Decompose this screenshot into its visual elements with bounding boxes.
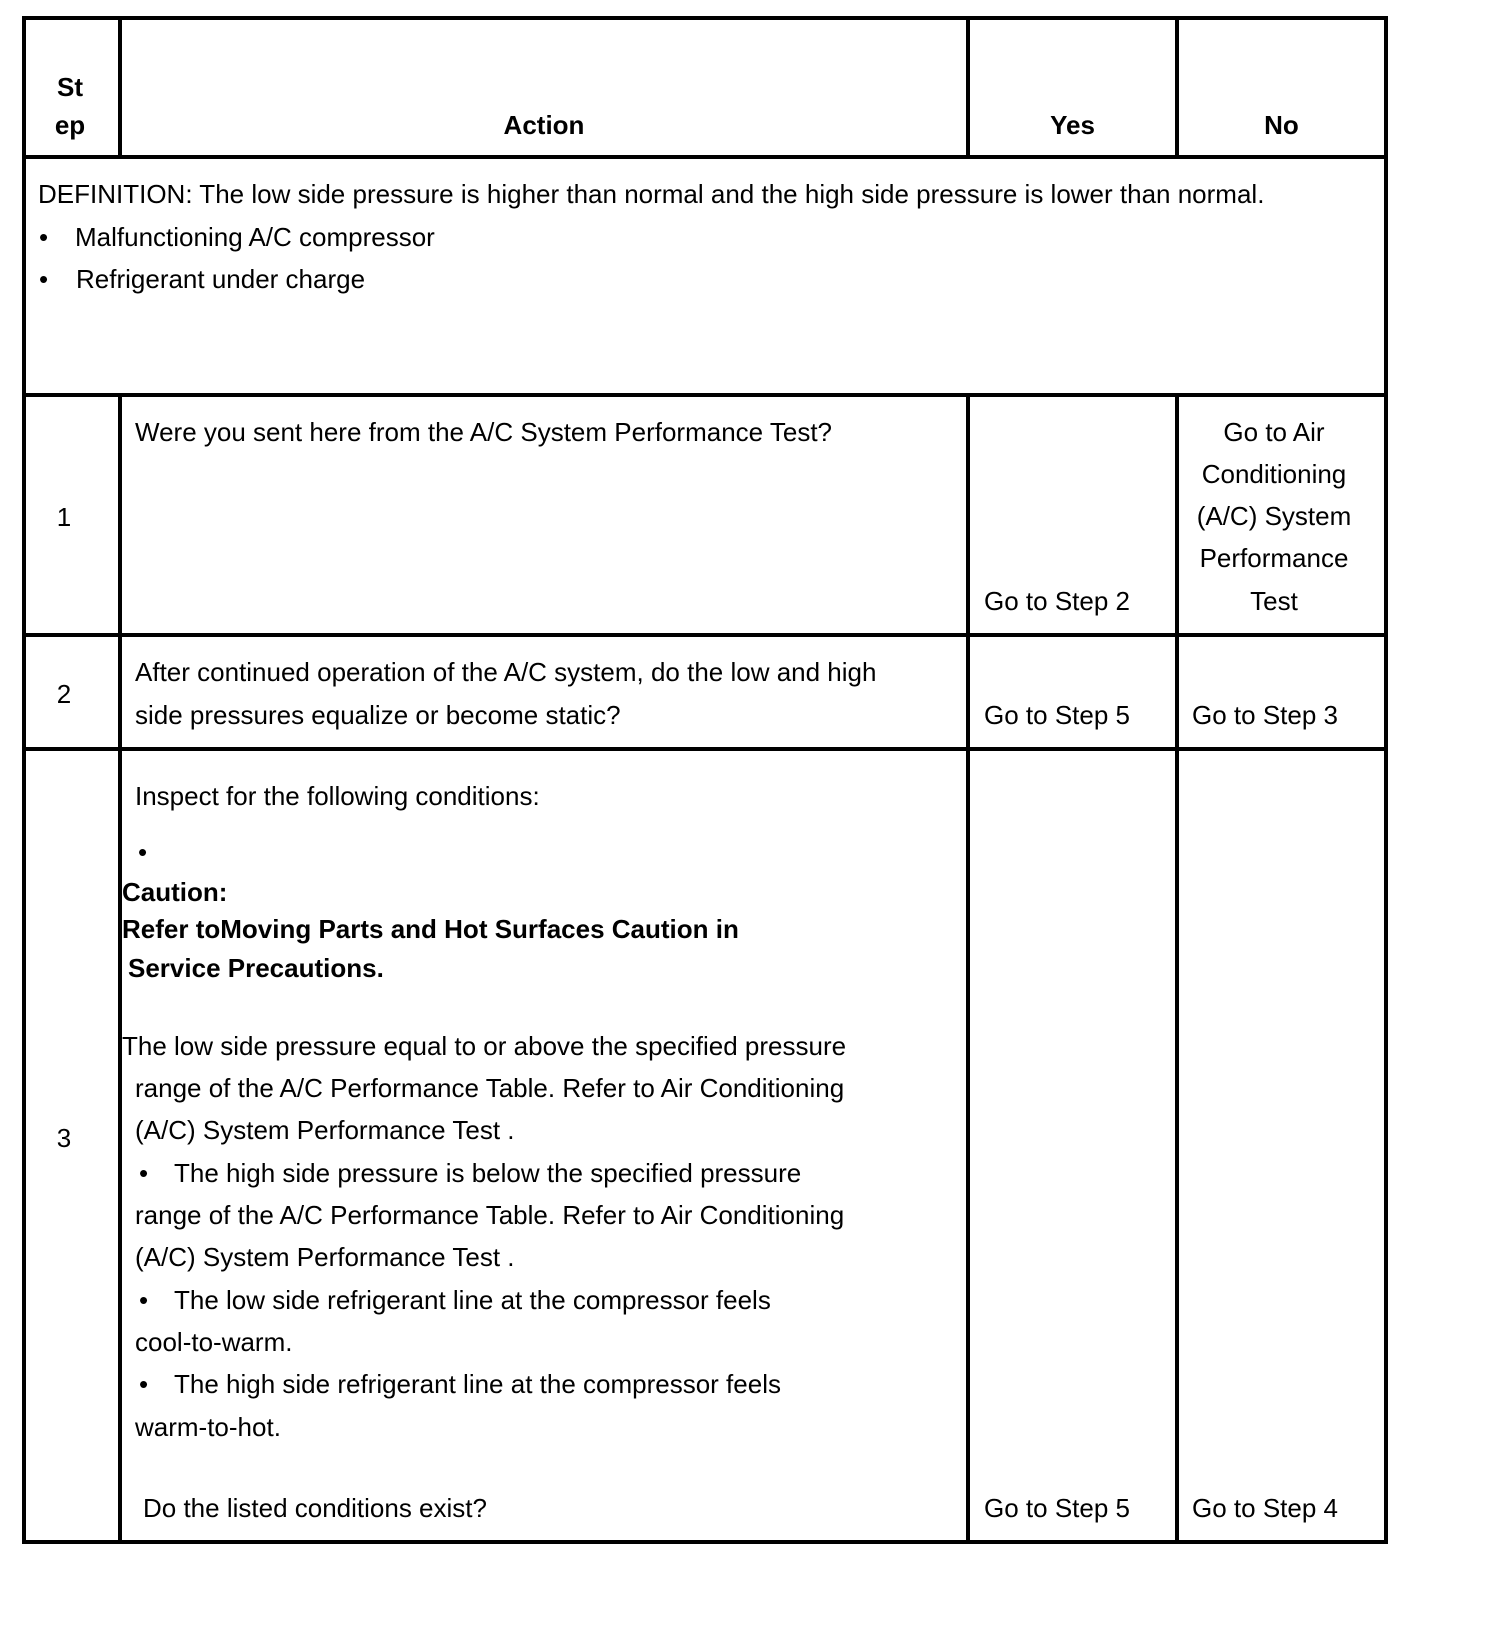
- question-text: Do the listed conditions exist?: [143, 1493, 487, 1523]
- header-yes: Yes: [1050, 110, 1095, 140]
- row1-divider: [22, 633, 1388, 637]
- header-step-line1: St: [57, 72, 83, 102]
- yes-link[interactable]: Go to Step 5: [984, 1493, 1130, 1523]
- condition-line: range of the A/C Performance Table. Refer to Air Conditioning: [135, 1073, 845, 1103]
- inspect-intro: Inspect for the following conditions:: [135, 781, 540, 811]
- action-text: Were you sent here from the A/C System Performance Test?: [135, 417, 833, 447]
- caution-text-line: Refer toMoving Parts and Hot Surfaces Caution in: [122, 914, 739, 944]
- condition-line: The high side pressure is below the specified pressure: [174, 1158, 802, 1188]
- col-divider-action: [966, 393, 970, 1544]
- bullet-icon: •: [139, 1369, 149, 1399]
- condition-line: The high side refrigerant line at the compressor feels: [174, 1369, 781, 1399]
- table-border-left: [22, 16, 26, 1544]
- table-border-right: [1384, 16, 1388, 1544]
- condition-line: (A/C) System Performance Test .: [135, 1115, 515, 1145]
- definition-divider: [22, 393, 1388, 397]
- caution-title: Caution:: [122, 877, 228, 907]
- yes-link[interactable]: Go to Step 5: [984, 700, 1130, 730]
- no-link[interactable]: Go to Step 3: [1192, 700, 1338, 730]
- bullet-icon: •: [139, 1285, 149, 1315]
- no-link-line[interactable]: Go to Air: [1223, 417, 1325, 447]
- condition-line: The low side refrigerant line at the compressor feels: [174, 1285, 771, 1315]
- bullet-icon: •: [139, 1158, 149, 1188]
- step-number: 2: [56, 679, 72, 709]
- table-border-bottom: [22, 1540, 1388, 1544]
- step-number: 3: [56, 1123, 72, 1153]
- bullet-icon: •: [138, 837, 148, 867]
- caution-text-line: Service Precautions.: [128, 953, 384, 983]
- condition-line: warm-to-hot.: [135, 1412, 281, 1442]
- definition-bullet: Refrigerant under charge: [76, 264, 366, 294]
- header-no: No: [1264, 110, 1299, 140]
- no-link[interactable]: Go to Step 4: [1192, 1493, 1338, 1523]
- condition-line: (A/C) System Performance Test .: [135, 1242, 515, 1272]
- bullet-icon: •: [39, 222, 49, 252]
- definition-bullet: Malfunctioning A/C compressor: [75, 222, 435, 252]
- yes-link[interactable]: Go to Step 2: [984, 586, 1130, 616]
- diagnostic-table: [22, 16, 1388, 1564]
- col-divider-step: [118, 393, 122, 1544]
- condition-line: cool-to-warm.: [135, 1327, 293, 1357]
- step-number: 1: [56, 502, 72, 532]
- bullet-icon: •: [39, 264, 49, 294]
- no-link-line[interactable]: Test: [1250, 586, 1298, 616]
- header-step-line2: ep: [54, 110, 86, 140]
- action-text-line: After continued operation of the A/C system, do the low and high: [135, 657, 877, 687]
- condition-line: range of the A/C Performance Table. Refer to Air Conditioning: [135, 1200, 845, 1230]
- definition-text: DEFINITION: The low side pressure is higher than normal and the high side pressure is lower than normal.: [38, 179, 1265, 209]
- table-border-top: [22, 16, 1388, 20]
- header-divider: [22, 155, 1388, 159]
- no-link-line[interactable]: Performance: [1199, 543, 1349, 573]
- header-action: Action: [503, 110, 585, 140]
- no-link-line[interactable]: Conditioning: [1201, 459, 1347, 489]
- no-link-line[interactable]: (A/C) System: [1196, 501, 1352, 531]
- action-text-line: side pressures equalize or become static?: [135, 700, 621, 730]
- row2-divider: [22, 747, 1388, 751]
- condition-line: The low side pressure equal to or above the specified pressure: [122, 1031, 847, 1061]
